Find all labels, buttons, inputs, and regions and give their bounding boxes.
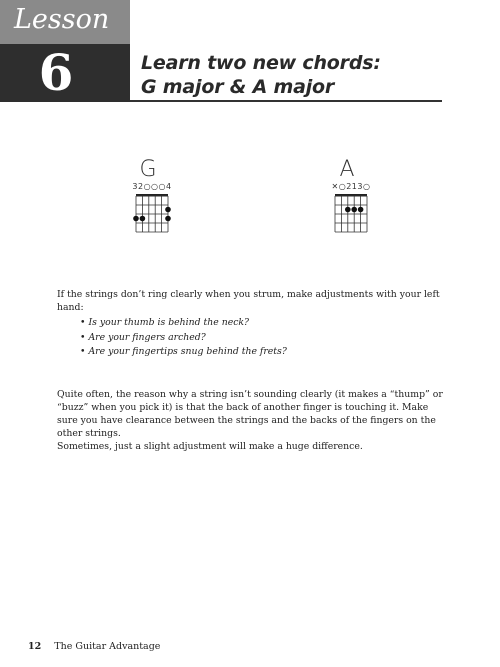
chord-fingering-label: ✕○213○ [331,182,371,191]
lesson-title-line-1: Learn two new chords: [141,52,381,74]
page-footer [28,641,160,652]
checklist-item: • Are your fingertips snug behind the frets? [80,345,287,360]
chord-finger-dot [133,216,139,222]
chord-name-a: A [339,157,355,182]
page-number: 12 [28,641,42,652]
checklist-item: • Is your thumb is behind the neck? [80,316,287,331]
chord-finger-dot [345,207,351,213]
chord-grid-a [317,182,377,242]
chord-finger-dot [358,207,364,213]
lesson-number-box [0,44,130,102]
chord-finger-dot [165,216,171,222]
chord-grid-g [118,182,178,242]
chord-fingering-label: 32○○○4 [132,182,172,191]
lesson-title-line-2: G major & A major [141,76,335,98]
chord-finger-dot [140,216,146,222]
checklist [80,316,287,360]
checklist-item: • Are your fingers arched? [80,331,287,346]
lesson-title [141,51,381,99]
advice-paragraph: Quite often, the reason why a string isn’t sounding clearly (it makes a “thump” or “buzz” when you pick it) is that the back of another finger is touching it. Make sure you have clearance between the strings and the backs of the fingers on the other strings. [57,389,443,439]
chord-finger-dot [351,207,357,213]
intro-paragraph: If the strings don’t ring clearly when you strum, make adjustments with your left hand: [57,289,440,313]
lesson-number: 6 [38,43,74,102]
book-title: The Guitar Advantage [54,641,161,652]
closing-paragraph: Sometimes, just a slight adjustment will make a huge difference. [57,441,363,452]
title-rule [130,100,442,102]
chord-name-g: G [139,157,157,182]
lesson-label: Lesson [14,4,110,35]
lesson-tab [0,0,130,44]
chord-finger-dot [165,207,171,213]
